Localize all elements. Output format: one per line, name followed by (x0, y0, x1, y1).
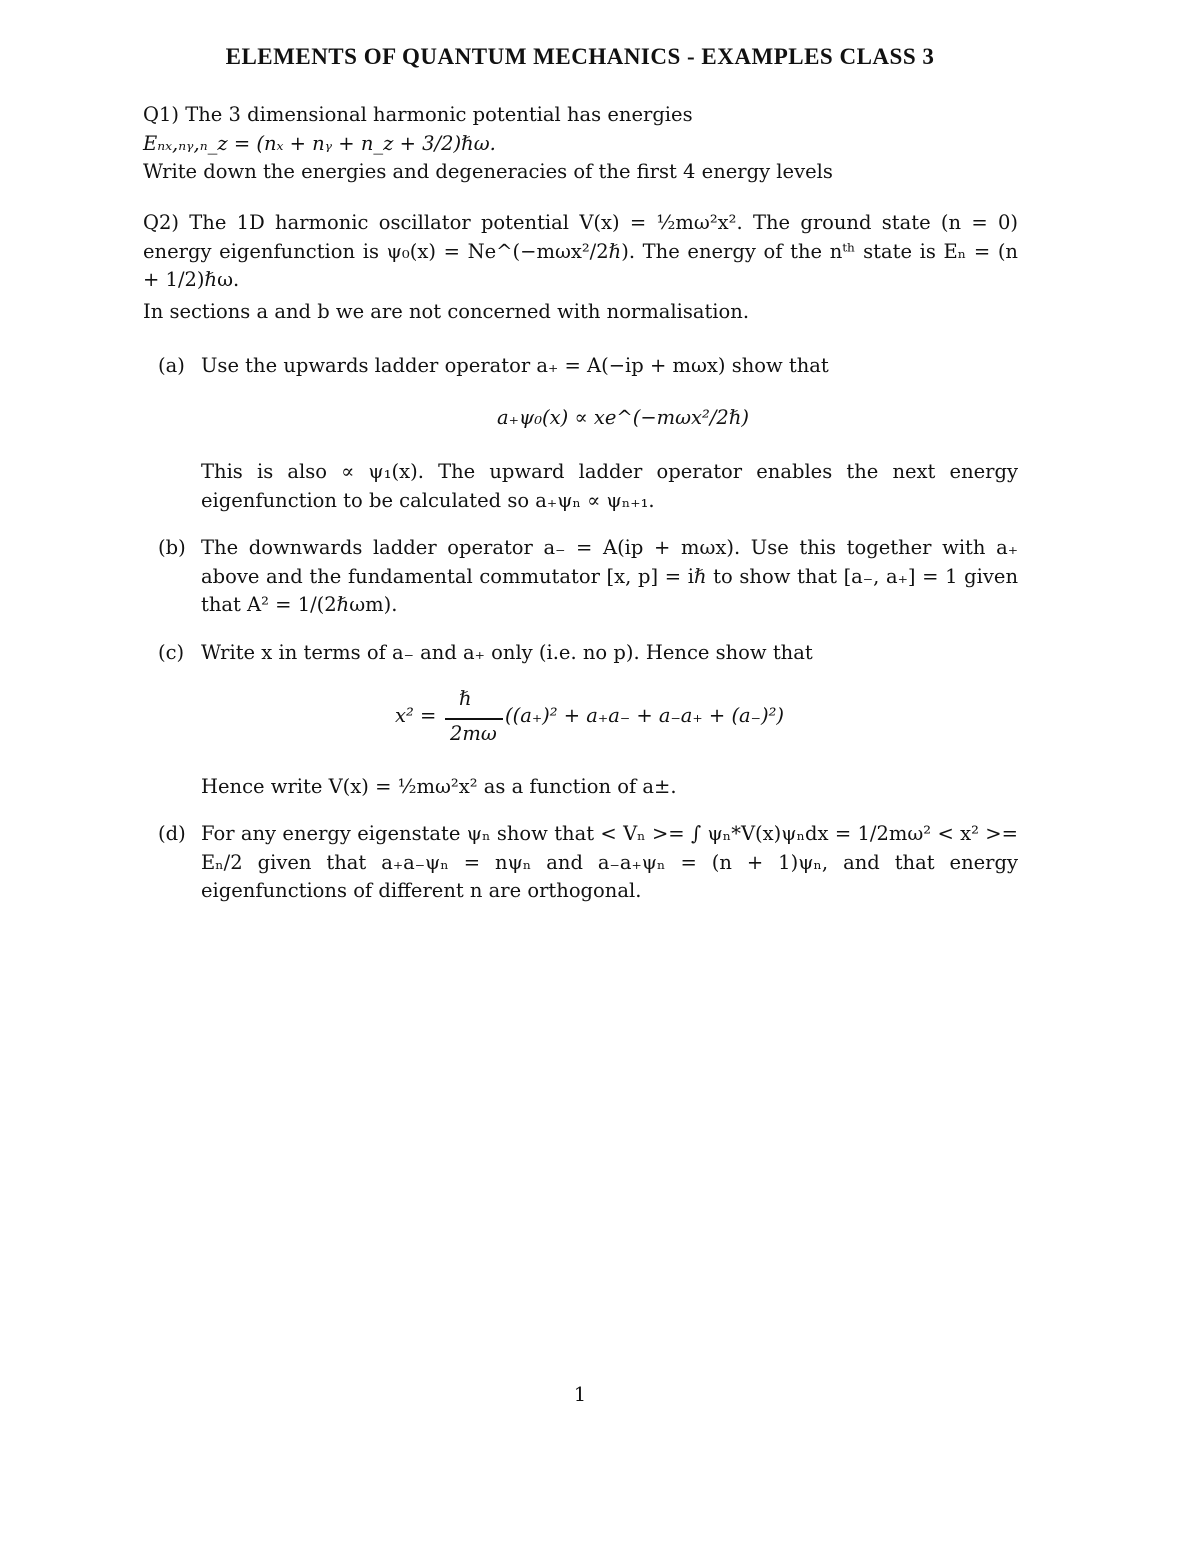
item-d-text: For any energy eigenstate ψₙ show that < Vₙ >= ∫ ψₙ*V(x)ψₙdx = 1/2mω² < x² >= Eₙ/2 given that a₊a₋ψₙ = nψₙ and a₋a₊ψₙ = (n + 1)ψₙ, and that energy eigenfunctions of different n are orthogonal. (201, 822, 1018, 902)
page-number: 1 (573, 1383, 587, 1406)
item-a-text: Use the upwards ladder operator a₊ = A(−ip + mωx) show that (201, 354, 829, 377)
equation-rhs: ((a₊)² + a₊a₋ + a₋a₊ + (a₋)²) (505, 704, 784, 727)
equation-lhs: x² = (395, 704, 437, 727)
fraction-numerator: ℏ (459, 687, 472, 710)
fraction-bar (445, 718, 503, 720)
item-d-label: (d) (158, 822, 186, 845)
q1-statement: Q1) The 3 dimensional harmonic potential has energies (143, 103, 693, 126)
fraction-denominator: 2mω (450, 722, 497, 745)
q2-normalisation-note: In sections a and b we are not concerned with normalisation. (143, 300, 750, 323)
q2-intro: Q2) The 1D harmonic oscillator potential V(x) = ½mω²x². The ground state (n = 0) energy eigenfunction is ψ₀(x) = Ne^(−mωx²/2ℏ). The energy of the nᵗʰ state is Eₙ = (n + 1/2)ℏω. (143, 211, 1018, 291)
q1-energy-formula: Eₙₓ,ₙᵧ,ₙ_z = (nₓ + nᵧ + n_z + 3/2)ℏω. (143, 132, 496, 155)
item-c-text: Write x in terms of a₋ and a₊ only (i.e. no p). Hence show that (201, 641, 813, 664)
page-title: ELEMENTS OF QUANTUM MECHANICS - EXAMPLES CLASS 3 (225, 44, 935, 69)
item-c-label: (c) (158, 641, 185, 664)
item-a-equation: a₊ψ₀(x) ∝ xe^(−mωx²/2ℏ) (497, 406, 750, 429)
item-c-followup: Hence write V(x) = ½mω²x² as a function of a±. (201, 775, 677, 798)
item-a-followup: This is also ∝ ψ₁(x). The upward ladder operator enables the next energy eigenfunction to be calculated so a₊ψₙ ∝ ψₙ₊₁. (201, 460, 1018, 512)
item-b-label: (b) (158, 536, 186, 559)
item-b-text: The downwards ladder operator a₋ = A(ip + mωx). Use this together with a₊ above and the fundamental commutator [x, p] = iℏ to show that [a₋, a₊] = 1 given that A² = 1/(2ℏωm). (201, 536, 1018, 616)
item-a-label: (a) (158, 354, 185, 377)
q1-instruction: Write down the energies and degeneracies of the first 4 energy levels (143, 160, 833, 183)
